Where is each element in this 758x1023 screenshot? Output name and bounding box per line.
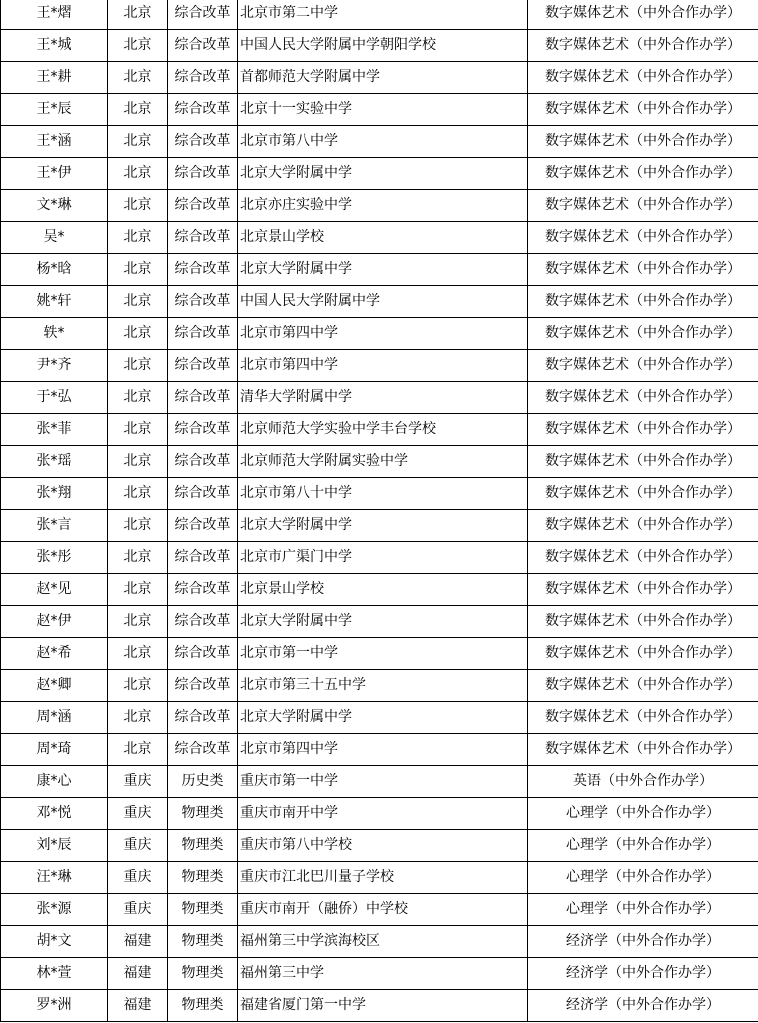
major-cell: 数字媒体艺术（中外合作办学） bbox=[528, 638, 758, 670]
school-cell: 北京市第一中学 bbox=[238, 638, 528, 670]
category-cell: 综合改革 bbox=[168, 670, 238, 702]
category-cell: 物理类 bbox=[168, 926, 238, 958]
category-cell: 综合改革 bbox=[168, 478, 238, 510]
table-body bbox=[1, 0, 758, 1022]
table-row bbox=[1, 62, 758, 94]
table-row bbox=[1, 958, 758, 990]
category-cell: 历史类 bbox=[168, 766, 238, 798]
school-cell: 北京大学附属中学 bbox=[238, 702, 528, 734]
student-name-cell: 林*萱 bbox=[1, 958, 108, 990]
school-cell: 北京大学附属中学 bbox=[238, 254, 528, 286]
province-cell: 重庆 bbox=[108, 862, 168, 894]
school-cell: 北京市第四中学 bbox=[238, 350, 528, 382]
table-row bbox=[1, 926, 758, 958]
school-cell: 北京景山学校 bbox=[238, 574, 528, 606]
table-row bbox=[1, 574, 758, 606]
student-name-cell: 吴* bbox=[1, 222, 108, 254]
province-cell: 北京 bbox=[108, 126, 168, 158]
table-row bbox=[1, 734, 758, 766]
school-cell: 北京景山学校 bbox=[238, 222, 528, 254]
school-cell: 中国人民大学附属中学 bbox=[238, 286, 528, 318]
category-cell: 综合改革 bbox=[168, 702, 238, 734]
major-cell: 数字媒体艺术（中外合作办学） bbox=[528, 222, 758, 254]
student-name-cell: 张*彤 bbox=[1, 542, 108, 574]
table-row bbox=[1, 350, 758, 382]
province-cell: 重庆 bbox=[108, 830, 168, 862]
student-name-cell: 轶* bbox=[1, 318, 108, 350]
major-cell: 数字媒体艺术（中外合作办学） bbox=[528, 446, 758, 478]
province-cell: 北京 bbox=[108, 510, 168, 542]
school-cell: 福建省厦门第一中学 bbox=[238, 990, 528, 1022]
province-cell: 北京 bbox=[108, 638, 168, 670]
student-name-cell: 赵*希 bbox=[1, 638, 108, 670]
student-name-cell: 赵*卿 bbox=[1, 670, 108, 702]
school-cell: 首都师范大学附属中学 bbox=[238, 62, 528, 94]
student-name-cell: 康*心 bbox=[1, 766, 108, 798]
table-row bbox=[1, 510, 758, 542]
province-cell: 福建 bbox=[108, 958, 168, 990]
student-name-cell: 张*菲 bbox=[1, 414, 108, 446]
student-name-cell: 周*涵 bbox=[1, 702, 108, 734]
major-cell: 英语（中外合作办学） bbox=[528, 766, 758, 798]
table-row bbox=[1, 126, 758, 158]
school-cell: 北京市第八中学 bbox=[238, 126, 528, 158]
major-cell: 数字媒体艺术（中外合作办学） bbox=[528, 62, 758, 94]
province-cell: 北京 bbox=[108, 94, 168, 126]
school-cell: 北京大学附属中学 bbox=[238, 158, 528, 190]
category-cell: 综合改革 bbox=[168, 510, 238, 542]
table-row bbox=[1, 894, 758, 926]
student-name-cell: 姚*轩 bbox=[1, 286, 108, 318]
province-cell: 北京 bbox=[108, 190, 168, 222]
student-name-cell: 赵*伊 bbox=[1, 606, 108, 638]
province-cell: 福建 bbox=[108, 990, 168, 1022]
table-row bbox=[1, 638, 758, 670]
major-cell: 数字媒体艺术（中外合作办学） bbox=[528, 190, 758, 222]
category-cell: 综合改革 bbox=[168, 350, 238, 382]
student-name-cell: 周*琦 bbox=[1, 734, 108, 766]
table-row bbox=[1, 702, 758, 734]
table-row bbox=[1, 158, 758, 190]
school-cell: 北京市第八十中学 bbox=[238, 478, 528, 510]
student-name-cell: 张*源 bbox=[1, 894, 108, 926]
major-cell: 数字媒体艺术（中外合作办学） bbox=[528, 670, 758, 702]
province-cell: 北京 bbox=[108, 734, 168, 766]
major-cell: 数字媒体艺术（中外合作办学） bbox=[528, 574, 758, 606]
table-row bbox=[1, 478, 758, 510]
category-cell: 综合改革 bbox=[168, 574, 238, 606]
table-row bbox=[1, 670, 758, 702]
table-row bbox=[1, 798, 758, 830]
category-cell: 物理类 bbox=[168, 798, 238, 830]
province-cell: 北京 bbox=[108, 542, 168, 574]
major-cell: 数字媒体艺术（中外合作办学） bbox=[528, 510, 758, 542]
province-cell: 北京 bbox=[108, 158, 168, 190]
category-cell: 综合改革 bbox=[168, 158, 238, 190]
major-cell: 数字媒体艺术（中外合作办学） bbox=[528, 542, 758, 574]
major-cell: 心理学（中外合作办学） bbox=[528, 894, 758, 926]
category-cell: 综合改革 bbox=[168, 94, 238, 126]
category-cell: 综合改革 bbox=[168, 382, 238, 414]
major-cell: 数字媒体艺术（中外合作办学） bbox=[528, 0, 758, 30]
student-name-cell: 王*耕 bbox=[1, 62, 108, 94]
table-row bbox=[1, 190, 758, 222]
major-cell: 数字媒体艺术（中外合作办学） bbox=[528, 158, 758, 190]
province-cell: 北京 bbox=[108, 382, 168, 414]
school-cell: 北京大学附属中学 bbox=[238, 510, 528, 542]
category-cell: 综合改革 bbox=[168, 190, 238, 222]
major-cell: 数字媒体艺术（中外合作办学） bbox=[528, 254, 758, 286]
category-cell: 物理类 bbox=[168, 894, 238, 926]
student-name-cell: 王*熠 bbox=[1, 0, 108, 30]
major-cell: 数字媒体艺术（中外合作办学） bbox=[528, 702, 758, 734]
school-cell: 重庆市南开（融侨）中学校 bbox=[238, 894, 528, 926]
student-name-cell: 张*翔 bbox=[1, 478, 108, 510]
school-cell: 北京大学附属中学 bbox=[238, 606, 528, 638]
school-cell: 重庆市南开中学 bbox=[238, 798, 528, 830]
student-name-cell: 文*琳 bbox=[1, 190, 108, 222]
province-cell: 北京 bbox=[108, 222, 168, 254]
major-cell: 数字媒体艺术（中外合作办学） bbox=[528, 286, 758, 318]
category-cell: 物理类 bbox=[168, 958, 238, 990]
student-name-cell: 刘*辰 bbox=[1, 830, 108, 862]
major-cell: 数字媒体艺术（中外合作办学） bbox=[528, 350, 758, 382]
school-cell: 中国人民大学附属中学朝阳学校 bbox=[238, 30, 528, 62]
student-name-cell: 胡*文 bbox=[1, 926, 108, 958]
province-cell: 福建 bbox=[108, 926, 168, 958]
category-cell: 物理类 bbox=[168, 830, 238, 862]
category-cell: 综合改革 bbox=[168, 638, 238, 670]
student-name-cell: 张*言 bbox=[1, 510, 108, 542]
major-cell: 数字媒体艺术（中外合作办学） bbox=[528, 734, 758, 766]
table-row bbox=[1, 286, 758, 318]
major-cell: 经济学（中外合作办学） bbox=[528, 990, 758, 1022]
school-cell: 重庆市第一中学 bbox=[238, 766, 528, 798]
table-row bbox=[1, 0, 758, 30]
table-row bbox=[1, 606, 758, 638]
student-name-cell: 王*涵 bbox=[1, 126, 108, 158]
major-cell: 数字媒体艺术（中外合作办学） bbox=[528, 414, 758, 446]
category-cell: 物理类 bbox=[168, 862, 238, 894]
province-cell: 北京 bbox=[108, 254, 168, 286]
school-cell: 重庆市第八中学校 bbox=[238, 830, 528, 862]
province-cell: 重庆 bbox=[108, 894, 168, 926]
province-cell: 北京 bbox=[108, 478, 168, 510]
table-row bbox=[1, 318, 758, 350]
category-cell: 综合改革 bbox=[168, 286, 238, 318]
province-cell: 重庆 bbox=[108, 798, 168, 830]
major-cell: 心理学（中外合作办学） bbox=[528, 830, 758, 862]
school-cell: 北京市第四中学 bbox=[238, 734, 528, 766]
province-cell: 北京 bbox=[108, 702, 168, 734]
major-cell: 数字媒体艺术（中外合作办学） bbox=[528, 126, 758, 158]
category-cell: 物理类 bbox=[168, 990, 238, 1022]
table-row bbox=[1, 382, 758, 414]
category-cell: 综合改革 bbox=[168, 126, 238, 158]
category-cell: 综合改革 bbox=[168, 446, 238, 478]
province-cell: 北京 bbox=[108, 606, 168, 638]
category-cell: 综合改革 bbox=[168, 30, 238, 62]
category-cell: 综合改革 bbox=[168, 606, 238, 638]
school-cell: 北京市第四中学 bbox=[238, 318, 528, 350]
table-row bbox=[1, 30, 758, 62]
province-cell: 北京 bbox=[108, 62, 168, 94]
table-row bbox=[1, 830, 758, 862]
school-cell: 北京师范大学附属实验中学 bbox=[238, 446, 528, 478]
student-name-cell: 王*城 bbox=[1, 30, 108, 62]
province-cell: 北京 bbox=[108, 286, 168, 318]
student-name-cell: 于*弘 bbox=[1, 382, 108, 414]
school-cell: 北京十一实验中学 bbox=[238, 94, 528, 126]
major-cell: 数字媒体艺术（中外合作办学） bbox=[528, 606, 758, 638]
major-cell: 经济学（中外合作办学） bbox=[528, 926, 758, 958]
student-name-cell: 王*辰 bbox=[1, 94, 108, 126]
school-cell: 重庆市江北巴川量子学校 bbox=[238, 862, 528, 894]
student-name-cell: 汪*琳 bbox=[1, 862, 108, 894]
school-cell: 北京市第二中学 bbox=[238, 0, 528, 30]
table-row bbox=[1, 222, 758, 254]
province-cell: 北京 bbox=[108, 30, 168, 62]
school-cell: 福州第三中学 bbox=[238, 958, 528, 990]
school-cell: 北京师范大学实验中学丰台学校 bbox=[238, 414, 528, 446]
table-row bbox=[1, 446, 758, 478]
major-cell: 心理学（中外合作办学） bbox=[528, 798, 758, 830]
school-cell: 清华大学附属中学 bbox=[238, 382, 528, 414]
category-cell: 综合改革 bbox=[168, 414, 238, 446]
table-row bbox=[1, 94, 758, 126]
category-cell: 综合改革 bbox=[168, 222, 238, 254]
student-name-cell: 杨*晗 bbox=[1, 254, 108, 286]
major-cell: 数字媒体艺术（中外合作办学） bbox=[528, 94, 758, 126]
province-cell: 重庆 bbox=[108, 766, 168, 798]
category-cell: 综合改革 bbox=[168, 542, 238, 574]
table-row bbox=[1, 542, 758, 574]
table-row bbox=[1, 414, 758, 446]
table-row bbox=[1, 862, 758, 894]
student-name-cell: 王*伊 bbox=[1, 158, 108, 190]
category-cell: 综合改革 bbox=[168, 734, 238, 766]
major-cell: 心理学（中外合作办学） bbox=[528, 862, 758, 894]
province-cell: 北京 bbox=[108, 670, 168, 702]
province-cell: 北京 bbox=[108, 414, 168, 446]
table-row bbox=[1, 254, 758, 286]
school-cell: 福州第三中学滨海校区 bbox=[238, 926, 528, 958]
student-name-cell: 尹*齐 bbox=[1, 350, 108, 382]
student-name-cell: 赵*见 bbox=[1, 574, 108, 606]
table-row bbox=[1, 766, 758, 798]
major-cell: 数字媒体艺术（中外合作办学） bbox=[528, 318, 758, 350]
student-name-cell: 张*瑶 bbox=[1, 446, 108, 478]
province-cell: 北京 bbox=[108, 0, 168, 30]
table-row bbox=[1, 990, 758, 1022]
major-cell: 经济学（中外合作办学） bbox=[528, 958, 758, 990]
province-cell: 北京 bbox=[108, 350, 168, 382]
school-cell: 北京市广渠门中学 bbox=[238, 542, 528, 574]
major-cell: 数字媒体艺术（中外合作办学） bbox=[528, 382, 758, 414]
major-cell: 数字媒体艺术（中外合作办学） bbox=[528, 478, 758, 510]
province-cell: 北京 bbox=[108, 446, 168, 478]
major-cell: 数字媒体艺术（中外合作办学） bbox=[528, 30, 758, 62]
category-cell: 综合改革 bbox=[168, 254, 238, 286]
student-name-cell: 罗*洲 bbox=[1, 990, 108, 1022]
student-name-cell: 邓*悦 bbox=[1, 798, 108, 830]
province-cell: 北京 bbox=[108, 574, 168, 606]
school-cell: 北京亦庄实验中学 bbox=[238, 190, 528, 222]
category-cell: 综合改革 bbox=[168, 62, 238, 94]
category-cell: 综合改革 bbox=[168, 0, 238, 30]
school-cell: 北京市第三十五中学 bbox=[238, 670, 528, 702]
category-cell: 综合改革 bbox=[168, 318, 238, 350]
province-cell: 北京 bbox=[108, 318, 168, 350]
